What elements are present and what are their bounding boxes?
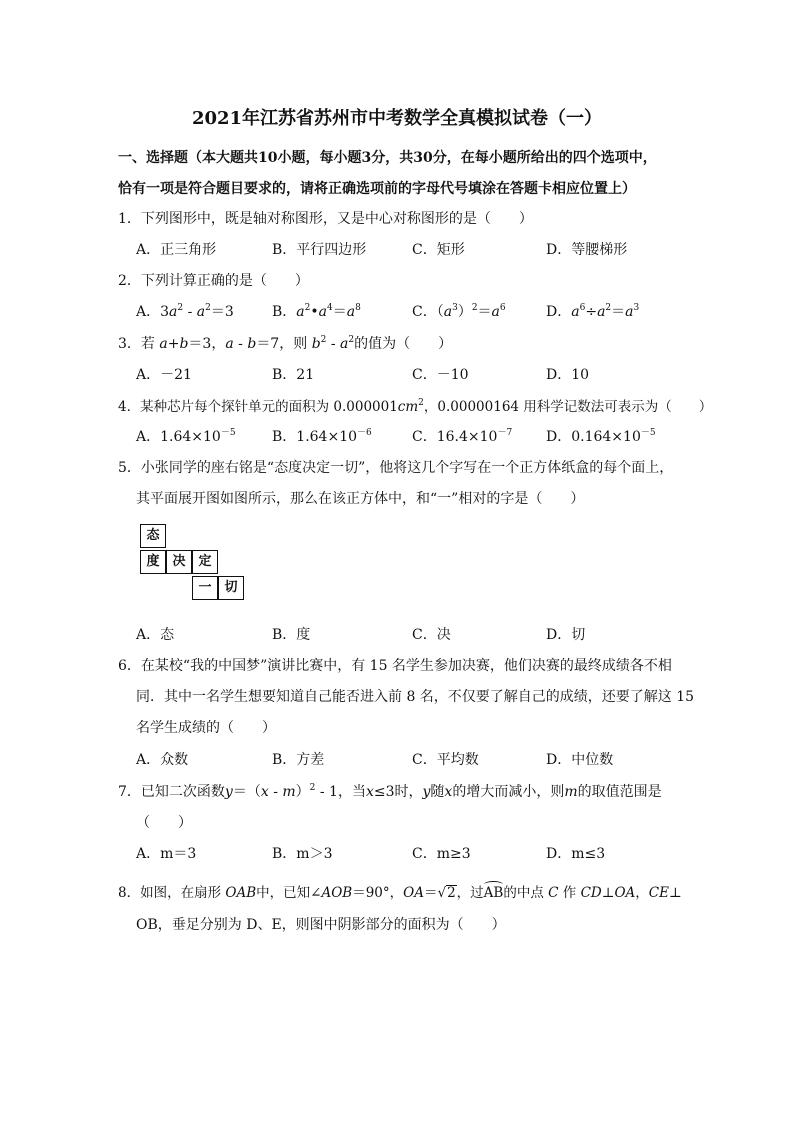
q1-option-d[interactable]: D．等腰梯形 [546, 242, 628, 258]
page-title: 2021年江苏省苏州市中考数学全真模拟试卷（一） [191, 108, 603, 129]
q3-option-a[interactable]: A．－21 [136, 367, 192, 383]
section-heading-line1: 一、选择题（本大题共10小题，每小题3分，共30分，在每小题所给出的四个选项中， [118, 150, 657, 166]
q5-option-d[interactable]: D．切 [546, 627, 586, 643]
net-cell-5: 一 [192, 576, 218, 600]
q5-stem-line1: 5．小张同学的座右铭是“态度决定一切”，他将这几个字写在一个正方体纸盒的每个面上， [118, 460, 674, 476]
q6-stem-line2: 同．其中一名学生想要知道自己能否进入前 8 名，不仅要了解自己的成绩，还要了解这 15 [136, 689, 695, 705]
q4-option-a[interactable]: A．$1.64\times 10^{-5}$ [136, 428, 236, 445]
q1-stem: 1．下列图形中，既是轴对称图形，又是中心对称图形的是（ ） [118, 211, 533, 227]
q2-option-c[interactable]: C．$(a^3)^2=a^6$ [412, 303, 506, 320]
q8-stem-line1: 8．如图，在扇形 OAB中，已知∠AOB＝90°，OA＝√2，过AB的中点 C 作 CD⊥OA，CE⊥ [118, 885, 682, 901]
q7-stem-line1: 7．已知二次函数y＝（x - m）$^2$ - 1，当x≤3时，y随x的增大而减小，则m的取值范围是 [118, 783, 662, 800]
section-heading-line2: 恰有一项是符合题目要求的，请将正确选项前的字母代号填涂在答题卡相应位置上） [118, 181, 636, 197]
q4-option-b[interactable]: B．$1.64\times 10^{-6}$ [272, 428, 372, 445]
q2-option-d[interactable]: D．$a^6\div a^2=a^3$ [546, 303, 640, 320]
q6-stem-line3: 名学生成绩的（ ） [136, 720, 276, 736]
q2-option-b[interactable]: B．$a^2•a^4=a^8$ [272, 303, 361, 320]
net-cell-6: 切 [218, 576, 244, 600]
q8-stem-line2: OB，垂足分别为 D、E，则图中阴影部分的面积为（ ） [136, 917, 506, 933]
q7-option-c[interactable]: C．m≥3 [412, 846, 471, 862]
q7-option-d[interactable]: D．m≤3 [546, 846, 606, 862]
q6-option-c[interactable]: C．平均数 [412, 752, 479, 768]
q2-option-a[interactable]: A．$3a^2 - a^2=3$ [136, 303, 234, 320]
q6-stem-line1: 6．在某校“我的中国梦”演讲比赛中，有 15 名学生参加决赛，他们决赛的最终成绩各不相 [118, 658, 672, 674]
q7-stem-line2: （ ） [136, 815, 192, 831]
net-cell-1: 态 [140, 524, 166, 548]
q4-option-c[interactable]: C．$16.4\times 10^{-7}$ [412, 428, 513, 445]
q1-option-c[interactable]: C．矩形 [412, 242, 465, 258]
q3-stem: 3．若 a+b＝3，a - b＝7，则 $b^2 - a^2$的值为（ ） [118, 335, 453, 352]
net-cell-2: 度 [140, 550, 166, 574]
q3-option-b[interactable]: B．21 [272, 367, 315, 383]
net-cell-4: 定 [192, 550, 218, 574]
q7-option-a[interactable]: A．m＝3 [136, 846, 197, 862]
q3-option-c[interactable]: C．－10 [412, 367, 469, 383]
q4-stem: 4．某种芯片每个探针单元的面积为 $0.000001cm^2$，0.00000164 用科学记数法可表示为（ ） [118, 398, 713, 415]
q2-stem: 2．下列计算正确的是（ ） [118, 273, 309, 289]
q6-option-a[interactable]: A．众数 [136, 752, 189, 768]
net-cell-3: 决 [166, 550, 192, 574]
q6-option-b[interactable]: B．方差 [272, 752, 325, 768]
q5-option-c[interactable]: C．决 [412, 627, 451, 643]
q5-option-b[interactable]: B．度 [272, 627, 311, 643]
q1-option-b[interactable]: B．平行四边形 [272, 242, 367, 258]
q3-option-d[interactable]: D．10 [546, 367, 590, 383]
q4-option-d[interactable]: D．$0.164\times 10^{-5}$ [546, 428, 656, 445]
q5-stem-line2: 其平面展开图如图所示，那么在该正方体中，和“一”相对的字是（ ） [136, 491, 585, 507]
q7-option-b[interactable]: B．m＞3 [272, 846, 333, 862]
q5-option-a[interactable]: A．态 [136, 627, 175, 643]
q6-option-d[interactable]: D．中位数 [546, 752, 614, 768]
q1-option-a[interactable]: A．正三角形 [136, 242, 217, 258]
